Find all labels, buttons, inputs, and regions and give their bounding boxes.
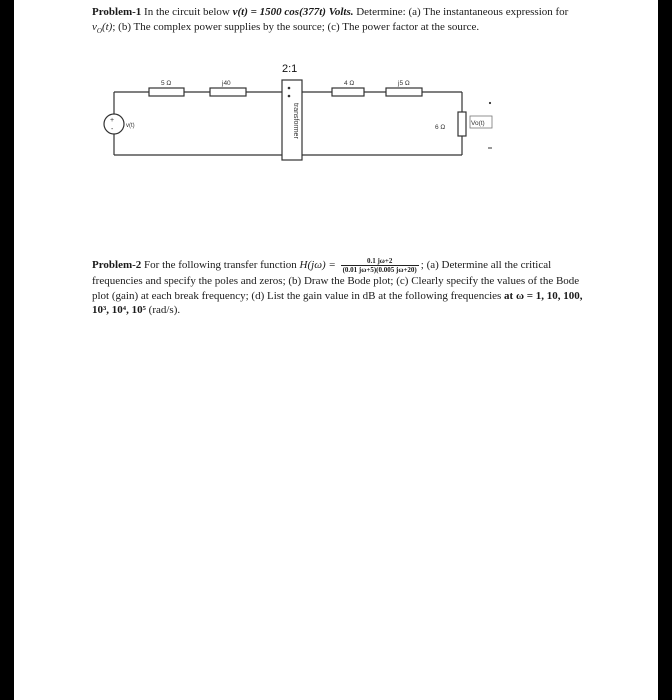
turns-ratio: 2:1 <box>282 63 298 75</box>
l1-label: j40 <box>222 80 231 87</box>
problem-2-label: Problem-2 <box>92 259 142 272</box>
problem-1-intro: In the circuit below <box>144 6 230 18</box>
source-expression: v(t) = 1500 cos(377t) Volts. <box>232 6 354 18</box>
inductor-j40 <box>210 88 246 96</box>
transfer-function-lhs: H(jω) = <box>299 259 336 272</box>
vo-expression: $v_O(t)$ <box>92 20 113 35</box>
frequency-unit: (rad/s). <box>148 304 181 316</box>
problem-2-text <box>92 257 592 318</box>
r1-label: 5 Ω <box>161 80 172 87</box>
l2-label: j5 Ω <box>398 80 410 87</box>
transfer-function-fraction: $\frac{0.1 j\omega+2}{(0.01 j\omega+5)(0.005 j\omega+20)}$ <box>342 257 417 274</box>
r2-label: 4 Ω <box>344 80 355 87</box>
vout-label: Vo(t) <box>471 120 485 127</box>
source-label: v(t) <box>126 123 135 129</box>
problem-1-rest: ; (b) The complex power supplies by the source; (c) The power factor at the source. <box>112 20 480 33</box>
problem-2-intro: For the following transfer function <box>144 259 297 272</box>
resistor-5-ohm <box>149 88 184 96</box>
resistor-4-ohm <box>332 88 364 96</box>
frequency-list: at ω = 1, 10, 100, 10³, 10⁴, 10⁵ <box>92 289 583 316</box>
svg-text:-: - <box>111 126 114 133</box>
transformer-label: transformer <box>292 103 299 139</box>
problem-2-body: ; (a) Determine all the critical frequencies and specify the poles and zeros; (b) Draw the Bode plot; (c) Clearly specify the values of the Bode plot (gain) at each break frequency; (d) List the gain value in dB at the following frequencies <box>92 259 580 302</box>
document-page <box>14 0 658 700</box>
problem-1-label: Problem-1 <box>92 6 142 18</box>
resistor-6-ohm <box>458 112 466 136</box>
svg-text:+: + <box>110 117 115 124</box>
rload-label: 6 Ω <box>435 124 446 131</box>
problem-1-determine: Determine: (a) The instantaneous expression for <box>356 6 569 18</box>
circuit-diagram <box>14 0 658 230</box>
inductor-j5-ohm <box>386 88 422 96</box>
